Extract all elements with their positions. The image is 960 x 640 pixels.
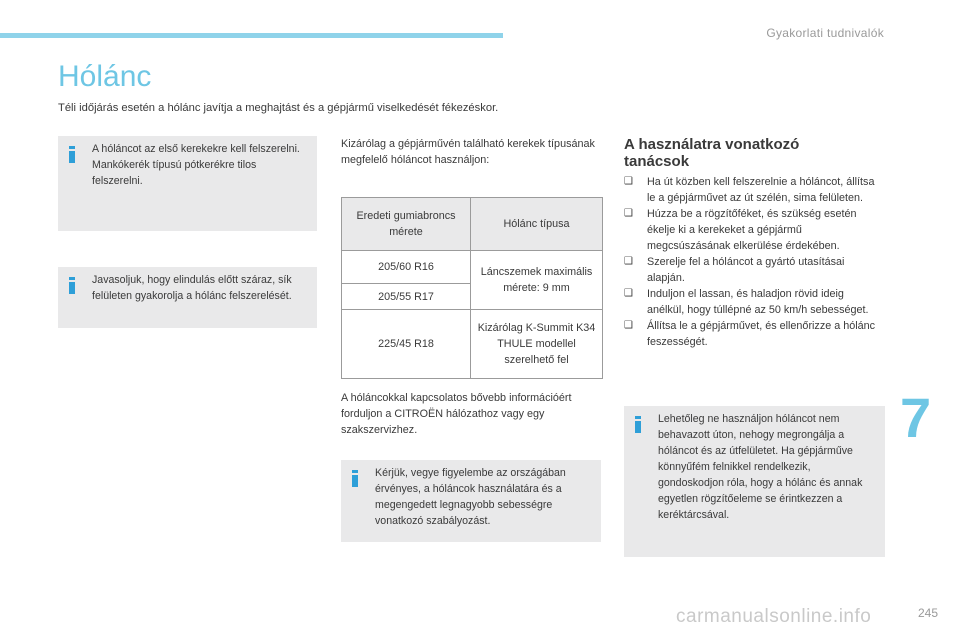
list-item xyxy=(624,286,882,318)
table-header-tire-size: Eredeti gumiabroncs mérete xyxy=(342,198,471,251)
table-cell-chain-type: Láncszemek maximális mérete: 9 mm xyxy=(471,251,603,310)
tips-list xyxy=(624,174,882,350)
info-icon xyxy=(352,470,358,487)
table-cell-tire-size: 225/45 R18 xyxy=(342,310,471,379)
list-item xyxy=(624,174,882,206)
info-box-regulations xyxy=(341,460,601,542)
checkbox-bullet-icon: ❑ xyxy=(624,176,633,187)
list-item-text: Állítsa le a gépjárművet, és ellenőrizze a hólánc feszességét. xyxy=(647,320,876,348)
page-title: Hólánc xyxy=(58,60,152,93)
table-cell-chain-type: Kizárólag K-Summit K34 THULE modellel szerelhető fel xyxy=(471,310,603,379)
list-item xyxy=(624,254,882,286)
header-accent-bar xyxy=(0,33,503,38)
watermark: carmanualsonline.info xyxy=(676,606,872,627)
list-item-text: Húzza be a rögzítőféket, és szükség esetén ékelje ki a kerekeket a gépjármű megcsúszásának elkerülése érdekében. xyxy=(647,208,857,252)
info-icon xyxy=(69,277,75,294)
list-item-text: Induljon el lassan, és haladjon rövid ideig anélkül, hogy túllépné az 50 km/h sebességet. xyxy=(647,288,869,316)
table-header-row xyxy=(342,198,603,251)
middle-intro-text: Kizárólag a gépjárművén található kerekek típusának megfelelő hóláncot használjon: xyxy=(341,138,595,166)
tire-chain-table xyxy=(341,197,603,379)
info-box-front-wheels xyxy=(58,136,317,231)
table-cell-tire-size: 205/55 R17 xyxy=(342,284,471,310)
page-number: 245 xyxy=(917,606,938,620)
list-item xyxy=(624,318,882,350)
list-item-text: Szerelje fel a hóláncot a gyártó utasításai alapján. xyxy=(647,256,845,284)
table-row xyxy=(342,310,603,379)
tips-heading: A használatra vonatkozó tanácsok xyxy=(624,136,800,170)
section-label: Gyakorlati tudnivalók xyxy=(766,26,884,40)
checkbox-bullet-icon: ❑ xyxy=(624,208,633,219)
info-box-text: Kérjük, vegye figyelembe az országában érvényes, a hóláncok használatára és a megengedett legnagyobb sebességre vonatkozó szabályozást. xyxy=(375,467,566,527)
info-box-snowless-road xyxy=(624,406,885,557)
info-box-text: A hóláncot az első kerekekre kell felszerelni. Mankókerék típusú pótkerékre tilos felszerelni. xyxy=(92,143,300,187)
table-row xyxy=(342,251,603,284)
info-icon xyxy=(69,146,75,163)
table-header-chain-type: Hólánc típusa xyxy=(471,198,603,251)
checkbox-bullet-icon: ❑ xyxy=(624,288,633,299)
checkbox-bullet-icon: ❑ xyxy=(624,320,633,331)
list-item-text: Ha út közben kell felszerelnie a hóláncot, állítsa le a gépjárművet az út szélén, sima felületen. xyxy=(647,176,875,204)
checkbox-bullet-icon: ❑ xyxy=(624,256,633,267)
table-cell-tire-size: 205/60 R16 xyxy=(342,251,471,284)
info-box-text: Javasoljuk, hogy elindulás előtt száraz, sík felületen gyakorolja a hólánc felszerelését. xyxy=(92,274,292,302)
chapter-number: 7 xyxy=(900,386,932,449)
intro-text: Téli időjárás esetén a hólánc javítja a meghajtást és a gépjármű viselkedését fékezéskor. xyxy=(58,102,499,114)
info-icon xyxy=(635,416,641,433)
info-box-practice xyxy=(58,267,317,328)
middle-note-text: A hóláncokkal kapcsolatos bővebb információért forduljon a CITROËN hálózathoz vagy egy szakszervizhez. xyxy=(341,392,572,436)
list-item xyxy=(624,206,882,254)
info-box-text: Lehetőleg ne használjon hóláncot nem behavazott úton, nehogy megrongálja a hóláncot és az útfelületet. Ha gépjárműve könnyűfém felnikkel rendelkezik, gondoskodjon róla, hogy a hólánc és annak egyetlen rögzítőeleme se érintkezzen a keréktárcsával. xyxy=(658,413,863,521)
